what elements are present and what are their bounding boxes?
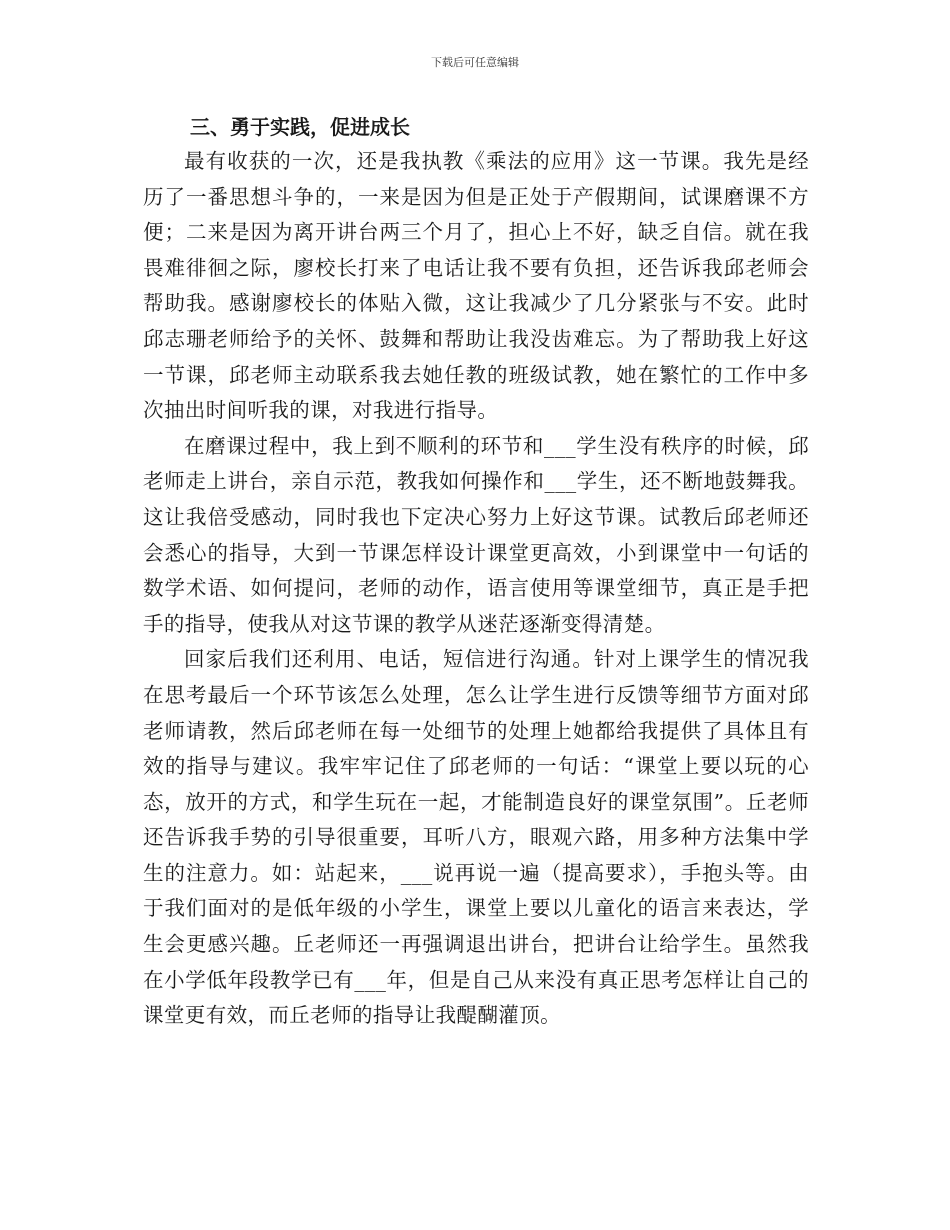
paragraph-1: 最有收获的一次，还是我执教《乘法的应用》这一节课。我先是经历了一番思想斗争的，一来是因为但是正处于产假期间，试课磨课不方便；二来是因为离开讲台两三个月了，担心上不好，缺乏自信。就在我畏难徘徊之际，廖校长打来了电话让我不要有负担，还告诉我邱老师会帮助我。感谢廖校长的体贴入微，这让我减少了几分紧张与不安。此时邱志珊老师给予的关怀、鼓舞和帮助让我没齿难忘。为了帮助我上好这一节课，邱老师主动联系我去她任教的班级试教，她在繁忙的工作中多次抽出时间听我的课，对我进行指导。 [143, 149, 809, 423]
section-heading: 三、勇于实践，促进成长 [190, 115, 410, 139]
page-header: 下载后可任意编辑 [431, 56, 519, 69]
paragraph-3: 回家后我们还利用、电话，短信进行沟通。针对上课学生的情况我在思考最后一个环节该怎么处理，怎么让学生进行反馈等细节方面对邱老师请教，然后邱老师在每一处细节的处理上她都给我提供了具体且有效的指导与建议。我牢牢记住了邱老师的一句话：“课堂上要以玩的心态，放开的方式，和学生玩在一起，才能制造良好的课堂氛围”。丘老师还告诉我手势的引导很重要，耳听八方，眼观六路，用多种方法集中学生的注意力。如：站起来，___说再说一遍（提高要求），手抱头等。由于我们面对的是低年级的小学生，课堂上要以儿童化的语言来表达，学生会更感兴趣。丘老师还一再强调退出讲台，把讲台让给学生。虽然我在小学低年段教学已有___年，但是自己从来没有真正思考怎样让自己的课堂更有效，而丘老师的指导让我醍醐灌顶。 [143, 647, 809, 1028]
paragraph-2: 在磨课过程中，我上到不顺利的环节和___学生没有秩序的时候，邱老师走上讲台，亲自示范，教我如何操作和___学生，还不断地鼓舞我。这让我倍受感动，同时我也下定决心努力上好这节课。试教后邱老师还会悉心的指导，大到一节课怎样设计课堂更高效，小到课堂中一句话的数学术语、如何提问，老师的动作，语言使用等课堂细节，真正是手把手的指导，使我从对这节课的教学从迷茫逐渐变得清楚。 [143, 433, 809, 636]
document-body [143, 110, 809, 1034]
